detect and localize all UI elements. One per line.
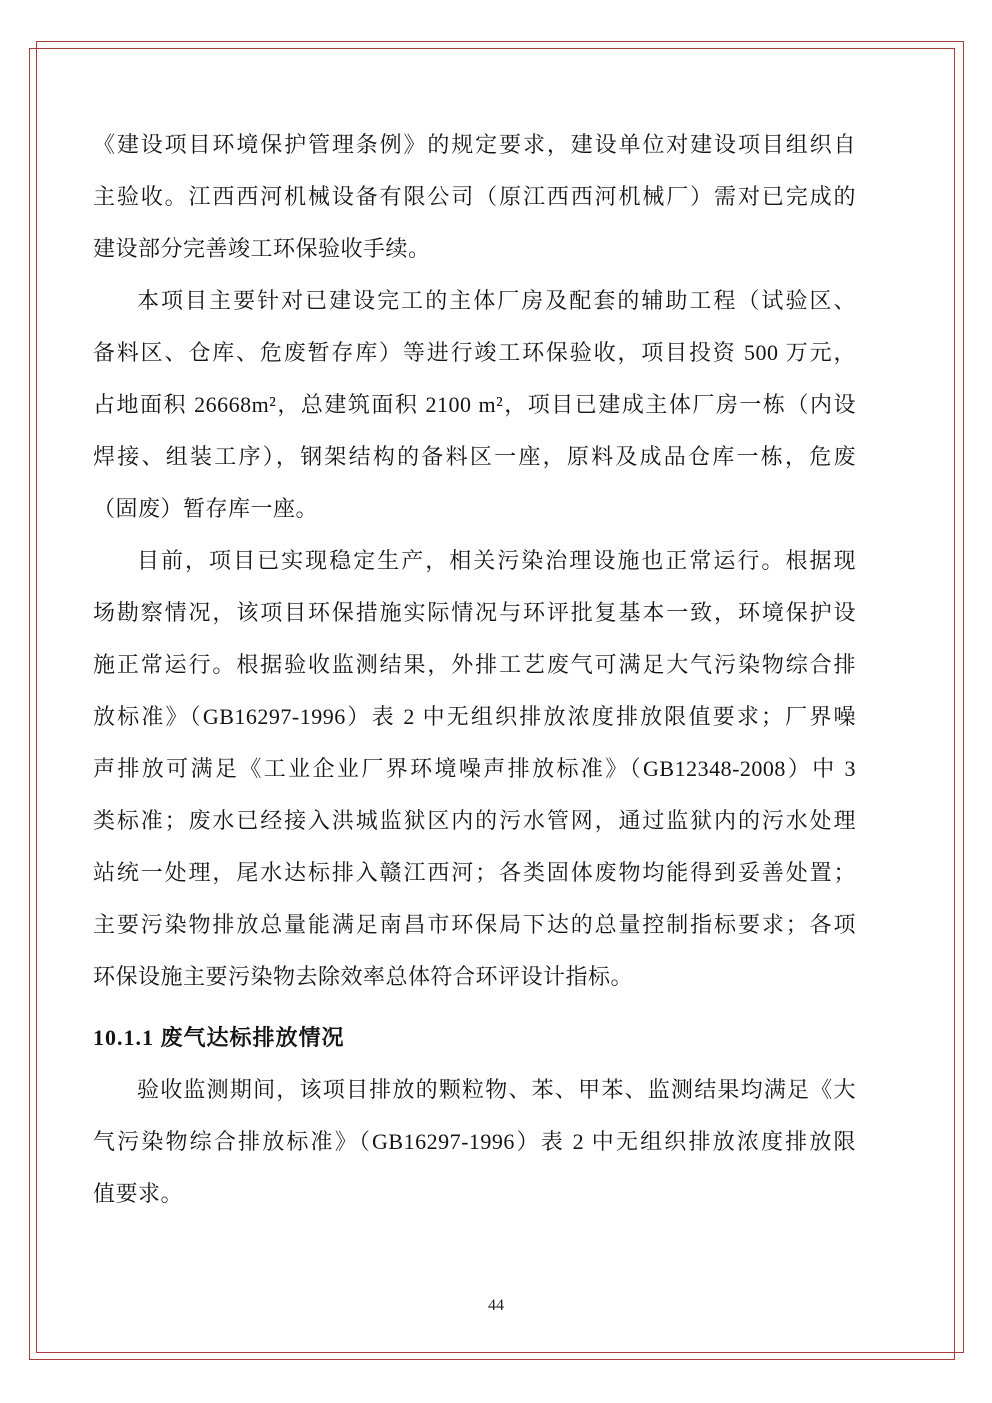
text-line: 环保设施主要污染物去除效率总体符合环评设计指标。 — [93, 964, 634, 989]
page-number: 44 — [488, 1297, 504, 1314]
text-line: （固废）暂存库一座。 — [93, 496, 319, 521]
text-line: 占地面积 26668m²，总建筑面积 2100 m²，项目已建成主体厂房一栋（内设 — [93, 392, 856, 417]
text-line: 《建设项目环境保护管理条例》的规定要求，建设单位对建设项目组织自 — [93, 132, 856, 157]
text-line: 目前，项目已实现稳定生产，相关污染治理设施也正常运行。根据现 — [137, 548, 856, 573]
paragraph — [93, 119, 856, 275]
section-heading — [93, 1012, 856, 1064]
text-line: 类标准；废水已经接入洪城监狱区内的污水管网，通过监狱内的污水处理 — [93, 808, 856, 833]
text-line: 主验收。江西西河机械设备有限公司（原江西西河机械厂）需对已完成的 — [93, 184, 856, 209]
text-line: 值要求。 — [93, 1181, 184, 1206]
paragraph — [93, 1064, 856, 1220]
text-line: 本项目主要针对已建设完工的主体厂房及配套的辅助工程（试验区、 — [137, 288, 856, 313]
text-line: 焊接、组装工序），钢架结构的备料区一座，原料及成品仓库一栋，危废 — [93, 444, 856, 469]
text-line: 10.1.1 废气达标排放情况 — [93, 1025, 345, 1050]
text-line: 建设部分完善竣工环保验收手续。 — [93, 236, 431, 261]
text-line: 声排放可满足《工业企业厂界环境噪声排放标准》（GB12348-2008）中 3 — [93, 756, 856, 781]
paragraph — [93, 535, 856, 1003]
text-line: 站统一处理，尾水达标排入赣江西河；各类固体废物均能得到妥善处置； — [93, 860, 856, 885]
text-line: 验收监测期间，该项目排放的颗粒物、苯、甲苯、监测结果均满足《大 — [137, 1077, 856, 1102]
text-line: 主要污染物排放总量能满足南昌市环保局下达的总量控制指标要求；各项 — [93, 912, 856, 937]
document-body — [93, 119, 856, 1220]
text-line: 放标准》（GB16297-1996）表 2 中无组织排放浓度排放限值要求；厂界噪 — [93, 704, 856, 729]
paragraph — [93, 275, 856, 535]
text-line: 气污染物综合排放标准》（GB16297-1996）表 2 中无组织排放浓度排放限 — [93, 1129, 856, 1154]
text-line: 施正常运行。根据验收监测结果，外排工艺废气可满足大气污染物综合排 — [93, 652, 856, 677]
text-line: 场勘察情况，该项目环保措施实际情况与环评批复基本一致，环境保护设 — [93, 600, 856, 625]
text-line: 备料区、仓库、危废暂存库）等进行竣工环保验收，项目投资 500 万元， — [93, 340, 856, 365]
